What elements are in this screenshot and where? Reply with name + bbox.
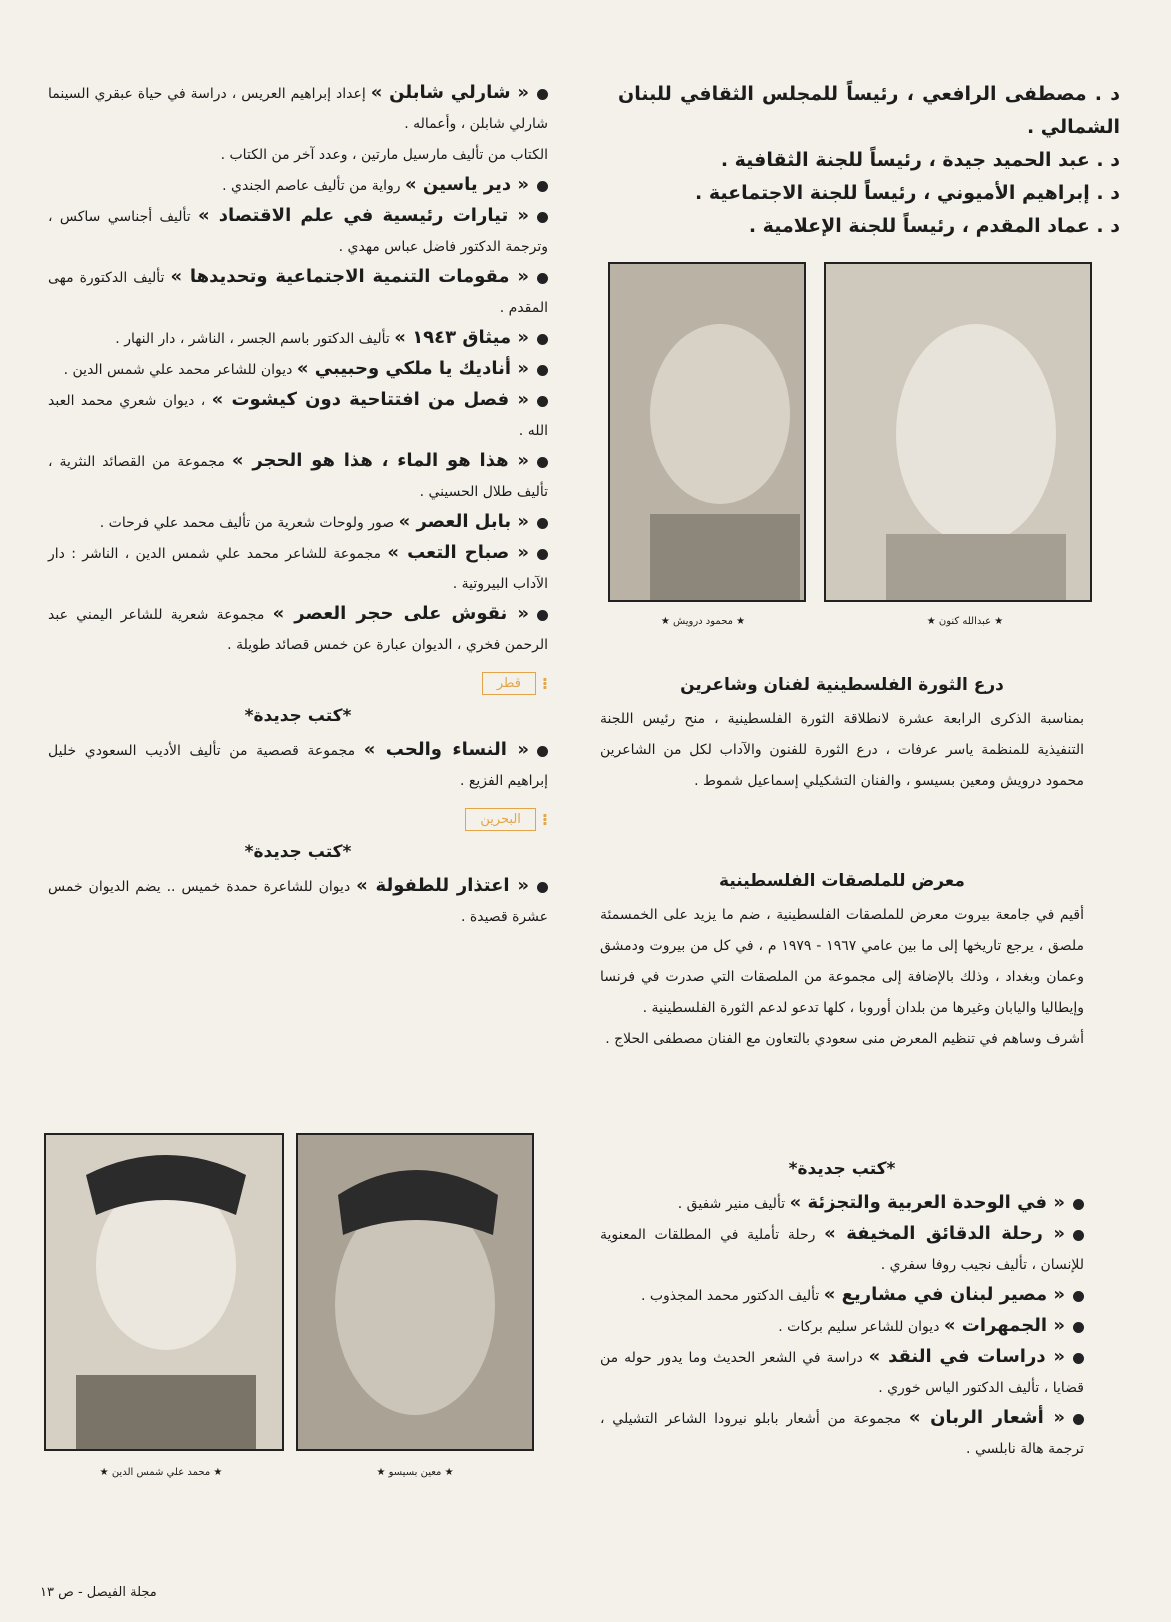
section-heading: *كتب جديدة* [788, 1159, 896, 1179]
list-item: « دير ياسين » رواية من تأليف عاصم الجندي . [48, 170, 548, 201]
list-item: « في الوحدة العربية والتجزئة » تأليف منير شفيق . [600, 1188, 1084, 1219]
list-item: « مقومات التنمية الاجتماعية وتحديدها » تأليف الدكتورة مهى المقدم . [48, 266, 548, 316]
new-books-right [600, 1156, 1084, 1464]
list-item: « مصير لبنان في مشاريع » تأليف الدكتور محمد المجذوب . [600, 1280, 1084, 1311]
list-item: « صباح التعب » مجموعة للشاعر محمد علي شمس الدين ، الناشر : دار الآداب البيروتية . [48, 542, 548, 592]
bullet-icon [1073, 1199, 1084, 1210]
council-member: د . عماد المقدم ، رئيساً للجنة الإعلامية . [748, 215, 1120, 237]
country-label: البحرين [465, 808, 536, 831]
list-item: « الجمهرات » ديوان للشاعر سليم بركات . [600, 1311, 1084, 1342]
list-item: « النساء والحب » مجموعة قصصية من تأليف الأديب السعودي خليل إبراهيم الفزيع . [48, 739, 548, 789]
list-item: « رحلة الدقائق المخيفة » رحلة تأملية في المطلقات المعنوية للإنسان ، تأليف نجيب روفا سفري . [600, 1223, 1084, 1273]
bullet-icon [1073, 1230, 1084, 1241]
tag-mark-icon: ⁝ [541, 810, 548, 829]
list-item: « هذا هو الماء ، هذا هو الحجر » مجموعة من القصائد النثرية ، تأليف طلال الحسيني . [48, 450, 548, 500]
photo-caption: ★ محمد علي شمس الدين ★ [99, 1467, 223, 1478]
bullet-icon [537, 549, 548, 560]
bullet-icon [537, 457, 548, 468]
photo-caption: ★ معين بسيسو ★ [376, 1467, 454, 1478]
list-item: « دراسات في النقد » دراسة في الشعر الحديث وما يدور حوله من قضايا ، تأليف الدكتور الياس خوري . [600, 1346, 1084, 1396]
list-item: « بابل العصر » صور ولوحات شعرية من تأليف محمد علي فرحات . [48, 507, 548, 538]
list-item: « اعتذار للطفولة » ديوان للشاعرة حمدة خميس .. يضم الديوان خمس عشرة قصيدة . [48, 875, 548, 925]
country-tag-qatar [48, 672, 548, 695]
section-text: بمناسبة الذكرى الرابعة عشرة لانطلاقة الثورة الفلسطينية ، منح رئيس اللجنة التنفيذية للمنظمة ياسر عرفات ، درع الثورة للفنون والآداب لكل من الشاعرين محمود درويش ومعين بسيسو ، والفنان التشكيلي إسماعيل شموط . [600, 711, 1084, 789]
bullet-icon [537, 89, 548, 100]
section-heading: *كتب جديدة* [244, 706, 352, 726]
bullet-icon [537, 273, 548, 284]
council-member: د . مصطفى الرافعي ، رئيساً للمجلس الثقافي للبنان الشمالي . [618, 83, 1120, 138]
photo-placeholder [824, 262, 1092, 602]
section-text: أشرف وساهم في تنظيم المعرض منى سعودي بالتعاون مع الفنان مصطفى الحلاج . [605, 1031, 1084, 1047]
photo-caption: ★ محمود درويش ★ [660, 616, 746, 627]
page-footer: مجلة الفيصل - ص ١٣ [40, 1585, 157, 1600]
council-member: د . عبد الحميد جيدة ، رئيساً للجنة الثقافية . [720, 149, 1120, 171]
bullet-icon [1073, 1322, 1084, 1333]
exhibition-section [600, 868, 1084, 1055]
photo-placeholder [44, 1133, 284, 1451]
bullet-icon [1073, 1414, 1084, 1425]
list-item: « تيارات رئيسية في علم الاقتصاد » تأليف أجناسي ساكس ، وترجمة الدكتور فاضل عباس مهدي . [48, 205, 548, 255]
shield-section [600, 672, 1084, 797]
council-list [618, 78, 1120, 243]
photo-placeholder [608, 262, 806, 602]
section-heading: درع الثورة الفلسطينية لفنان وشاعرين [680, 675, 1004, 695]
bullet-icon [537, 212, 548, 223]
list-item: « نقوش على حجر العصر » مجموعة شعرية للشاعر اليمني عبد الرحمن فخري ، الديوان عبارة عن خمس قصائد طويلة . [48, 603, 548, 653]
photo-caption: ★ عبدالله كنون ★ [926, 616, 1004, 627]
bullet-icon [537, 518, 548, 529]
bullet-icon [537, 181, 548, 192]
tag-mark-icon: ⁝ [541, 674, 548, 693]
photo-placeholder [296, 1133, 534, 1451]
section-heading: *كتب جديدة* [244, 842, 352, 862]
list-item: « فصل من افتتاحية دون كيشوت » ، ديوان شعري محمد العبد الله . [48, 389, 548, 439]
right-column [618, 78, 1120, 243]
bullet-icon [1073, 1291, 1084, 1302]
country-label: قطر [482, 672, 536, 695]
bullet-icon [1073, 1353, 1084, 1364]
list-item: « ميثاق ١٩٤٣ » تأليف الدكتور باسم الجسر ، الناشر ، دار النهار . [48, 323, 548, 354]
bullet-icon [537, 365, 548, 376]
section-text: أقيم في جامعة بيروت معرض للملصقات الفلسطينية ، ضم ما يزيد على الخمسمئة ملصق ، يرجع تاريخها إلى ما بين عامي ١٩٦٧ - ١٩٧٩ م ، في كل من بيروت ودمشق وعمان وبغداد ، وذلك بالإضافة إلى مجموعة من الملصقات التي صدرت في فرنسا وإيطاليا واليابان وغيرها من بلدان أوروبا ، كلها تدعو لدعم الثورة الفلسطينية . [600, 907, 1084, 1016]
left-column [48, 78, 548, 932]
list-item: الكتاب من تأليف مارسيل مارتين ، وعدد آخر من الكتاب . [220, 147, 548, 163]
bullet-icon [537, 746, 548, 757]
bullet-icon [537, 334, 548, 345]
bullet-icon [537, 396, 548, 407]
list-item: « أشعار الربان » مجموعة من أشعار بابلو نيرودا الشاعر التشيلي ، ترجمة هالة نابلسي . [600, 1407, 1084, 1457]
council-member: د . إبراهيم الأميوني ، رئيساً للجنة الاجتماعية . [695, 182, 1120, 204]
bullet-icon [537, 610, 548, 621]
country-tag-bahrain [48, 808, 548, 831]
section-heading: معرض للملصقات الفلسطينية [719, 871, 965, 891]
bullet-icon [537, 882, 548, 893]
list-item: « شارلي شابلن » إعداد إبراهيم العريس ، دراسة في حياة عبقري السينما شارلي شابلن ، وأعماله . [48, 82, 548, 132]
list-item: « أناديك يا ملكي وحبيبي » ديوان للشاعر محمد علي شمس الدين . [48, 354, 548, 385]
